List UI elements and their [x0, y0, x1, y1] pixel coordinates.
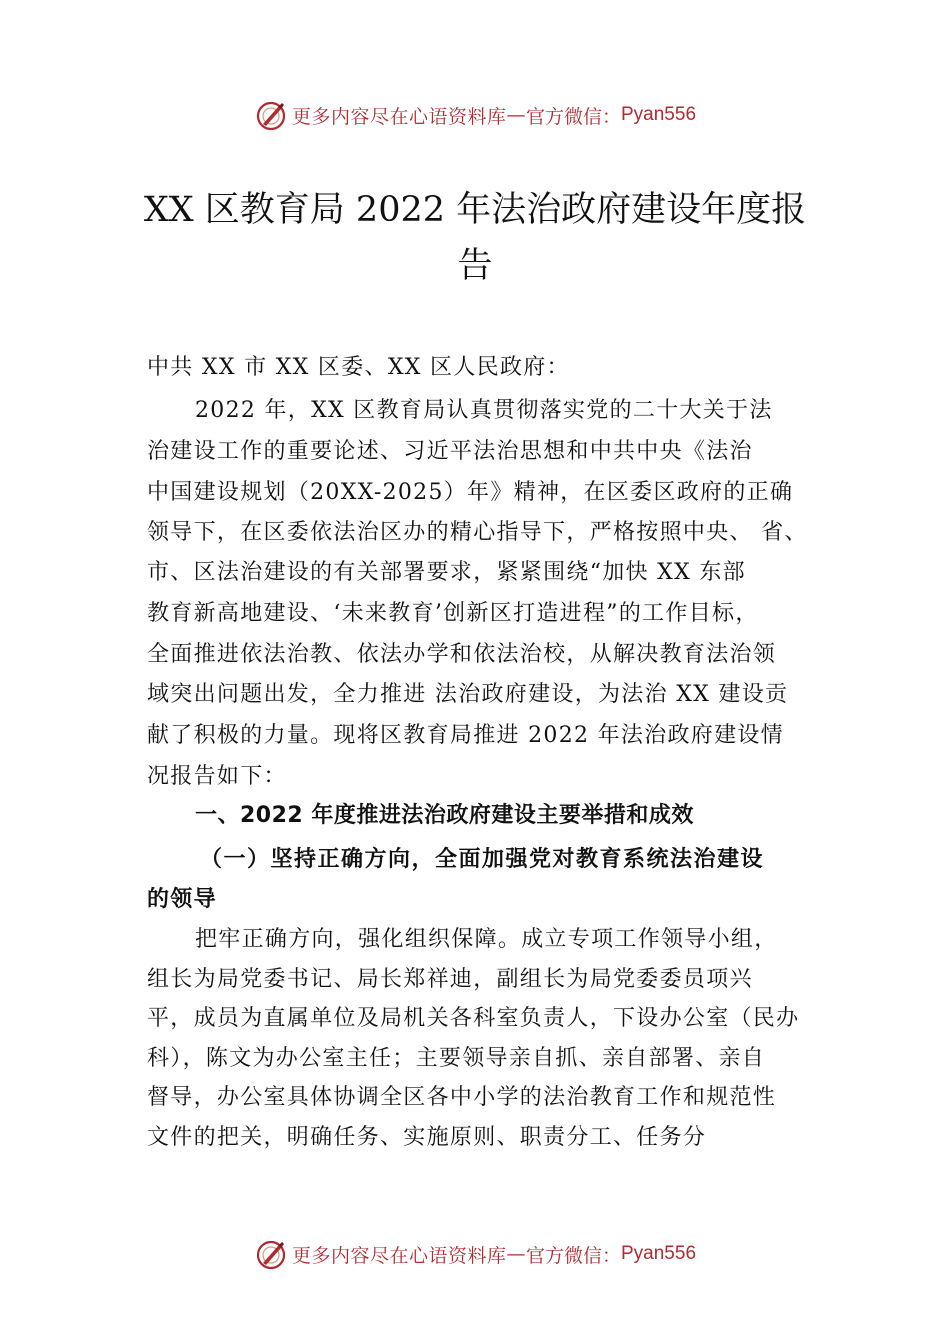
subsection-heading: （一）坚持正确方向，全面加强党对教育系统法治建设: [200, 846, 765, 872]
body-line: 中国建设规划（20XX-2025）年》精神，在区委区政府的正确: [147, 480, 794, 505]
salutation: 中共 XX 市 XX 区委、XX 区人民政府：: [147, 355, 570, 380]
watermark-banner-bottom: [0, 1234, 950, 1274]
document-title: [120, 182, 830, 294]
body-line: 组长为局党委书记、局长郑祥迪，副组长为局党委委员项兴: [147, 967, 753, 992]
body-line: 领导下，在区委依法治区办的精心指导下，严格按照中央、 省、: [147, 520, 808, 545]
body-line: 全面推进依法治教、依法办学和依法治校，从解决教育法治领: [147, 642, 777, 667]
title-line-2: 告: [457, 246, 493, 286]
body-line: 教育新高地建设、‘未来教育’创新区打造进程”的工作目标，: [147, 601, 759, 626]
watermark-wechat-id: Pyan556: [621, 104, 697, 125]
pen-circle-logo-icon: [254, 1237, 288, 1271]
body-line: 况报告如下：: [147, 764, 287, 789]
body-line: 平，成员为直属单位及局机关各科室负责人，下设办公室（民办: [147, 1006, 800, 1031]
subsection-heading-cont: 的领导: [147, 886, 217, 912]
body-line: 科），陈文为办公室主任；主要领导亲自抓、亲自部署、亲自: [147, 1046, 766, 1071]
body-line: 治建设工作的重要论述、习近平法治思想和中共中央《法治: [147, 439, 753, 464]
body-line: 2022 年，XX 区教育局认真贯彻落实党的二十大关于法: [195, 398, 773, 423]
body-line: 督导，办公室具体协调全区各中小学的法治教育工作和规范性: [147, 1085, 777, 1110]
title-line-1: XX 区教育局 2022 年法治政府建设年度报: [143, 190, 807, 230]
body-line: 把牢正确方向，强化组织保障。成立专项工作领导小组，: [195, 927, 778, 952]
watermark-dash: —: [506, 1243, 526, 1265]
watermark-text: 更多内容尽在心语资料库: [291, 105, 507, 128]
watermark-banner-top: [0, 95, 950, 135]
body-line: 市、区法治建设的有关部署要求，紧紧围绕“加快 XX 东部: [147, 560, 746, 585]
section-heading-1: 一、2022 年度推进法治政府建设主要举措和成效: [195, 803, 694, 828]
watermark-wechat-label: 官方微信：: [525, 105, 621, 128]
watermark-text: 更多内容尽在心语资料库: [291, 1244, 507, 1267]
watermark-dash: —: [506, 104, 526, 126]
body-line: 域突出问题出发，全力推进 法治政府建设，为法治 XX 建设贡: [147, 682, 789, 707]
body-line: 献了积极的力量。现将区教育局推进 2022 年法治政府建设情: [147, 723, 784, 748]
body-line: 文件的把关，明确任务、实施原则、职责分工、任务分: [147, 1125, 707, 1150]
pen-circle-logo-icon: [254, 98, 288, 132]
watermark-wechat-label: 官方微信：: [525, 1244, 621, 1267]
watermark-wechat-id: Pyan556: [621, 1243, 697, 1264]
